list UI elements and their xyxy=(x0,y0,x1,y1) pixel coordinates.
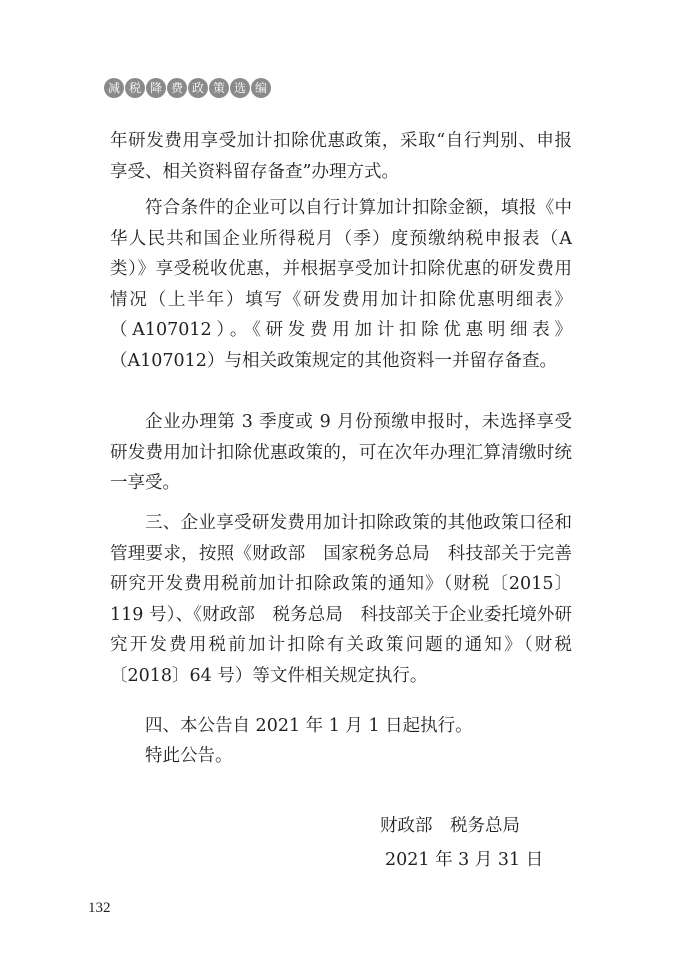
series-title-char: 税 xyxy=(125,78,145,98)
series-title-char: 减 xyxy=(104,78,124,98)
paragraph-continuation: 年研发费用享受加计扣除优惠政策，采取“自行判别、申报享受、相关资料留存备查”办理方式。 xyxy=(110,131,572,182)
series-title-char: 策 xyxy=(209,78,229,98)
paragraph-closing: 特此公告。 xyxy=(145,746,233,766)
signature-date: 2021 年 3 月 31 日 xyxy=(385,850,544,870)
series-title-char: 政 xyxy=(188,78,208,98)
paragraph-section-three: 三、企业享受研发费用加计扣除政策的其他政策口径和管理要求，按照《财政部 国家税务总局 科技部关于完善研究开发费用税前加计扣除政策的通知》（财税〔2015〕119 号）、《财政部 税务总局 科技部关于企业委托境外研究开发费用税前加计扣除有关政策问题的通知》（财税〔2018〕64 号）等文件相关规定执行。 xyxy=(110,513,572,686)
paragraph-q3-filing: 企业办理第 3 季度或 9 月份预缴申报时，未选择享受研发费用加计扣除优惠政策的，可在次年办理汇算清缴时统一享受。 xyxy=(110,412,572,494)
series-title-char: 编 xyxy=(251,78,271,98)
series-title-char: 选 xyxy=(230,78,250,98)
page-number: 132 xyxy=(88,900,111,916)
paragraph-filing-instructions: 符合条件的企业可以自行计算加计扣除金额，填报《中华人民共和国企业所得税月（季）度预缴纳税申报表（A类）》享受税收优惠，并根据享受加计扣除优惠的研发费用情况（上半年）填写《研发费用加计扣除优惠明细表》（A107012）。《研发费用加计扣除优惠明细表》（A107012）与相关政策规定的其他资料一并留存备查。 xyxy=(110,198,572,371)
signature-organizations: 财政部 税务总局 xyxy=(380,816,520,836)
paragraph-section-four: 四、本公告自 2021 年 1 月 1 日起执行。 xyxy=(145,716,473,736)
series-title-char: 费 xyxy=(167,78,187,98)
series-title-char: 降 xyxy=(146,78,166,98)
series-title xyxy=(104,78,271,98)
